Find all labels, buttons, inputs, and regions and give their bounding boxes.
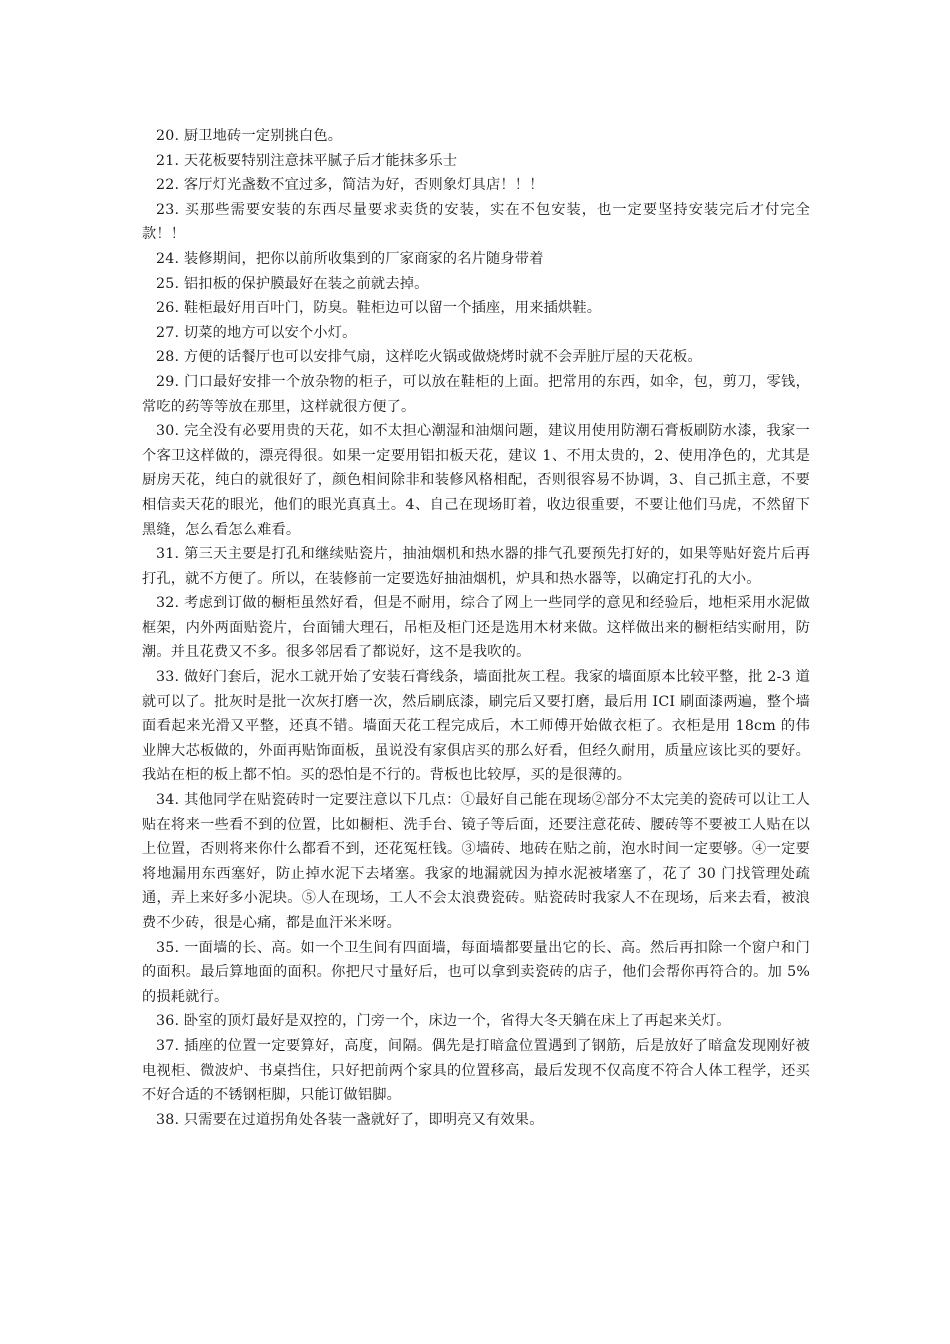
list-item (142, 665, 810, 788)
item-number: 29. (156, 373, 180, 390)
item-number: 33. (156, 669, 180, 686)
item-number: 24. (156, 250, 180, 267)
document-page (142, 124, 810, 1132)
item-text: 做好门套后，泥水工就开始了安装石膏线条，墙面批灰工程。我家的墙面原本比较平整，批 2-3 道就可以了。批灰时是批一次灰打磨一次，然后刷底漆，刷完后又要打磨，最后用 ICI 刷面漆两遍，整个墙面看起来光滑又平整，还真不错。墙面天花工程完成后，木工师傅开始做衣柜了。衣柜是用 18cm 的伟业牌大芯板做的，外面再贴饰面板，虽说没有家俱店买的那么好看，但经久耐用，质量应该比买的要好。我站在柜的板上都不怕。买的恐怕是不行的。背板也比较厚，买的是很薄的。 (142, 669, 810, 784)
item-text: 一面墙的长、高。如一个卫生间有四面墙，每面墙都要量出它的长、高。然后再扣除一个窗户和门的面积。最后算地面的面积。你把尺寸量好后，也可以拿到卖瓷砖的店子，他们会帮你再符合的。加 5%的损耗就行。 (142, 939, 810, 1005)
item-number: 23. (156, 201, 180, 218)
item-text: 卧室的顶灯最好是双控的，门旁一个，床边一个，省得大冬天躺在床上了再起来关灯。 (183, 1013, 731, 1030)
list-item (142, 173, 810, 198)
list-item (142, 198, 810, 247)
item-number: 34. (156, 792, 180, 809)
item-text: 第三天主要是打孔和继续贴瓷片，抽油烟机和热水器的排气孔要预先打好的，如果等贴好瓷片后再打孔，就不方便了。所以，在装修前一定要选好抽油烟机，炉具和热水器等，以确定打孔的大小。 (142, 546, 810, 587)
list-item (142, 419, 810, 542)
list-item (142, 936, 810, 1010)
item-number: 38. (156, 1111, 180, 1128)
item-number: 35. (156, 939, 180, 956)
list-item (142, 247, 810, 272)
item-text: 门口最好安排一个放杂物的柜子，可以放在鞋柜的上面。把常用的东西，如伞，包，剪刀，零钱，常吃的药等等放在那里，这样就很方便了。 (142, 373, 810, 415)
item-number: 28. (156, 349, 180, 366)
item-number: 27. (156, 324, 180, 341)
item-number: 20. (156, 128, 180, 144)
item-text: 客厅灯光盏数不宜过多，简洁为好，否则象灯具店！！！ (183, 177, 544, 194)
item-number: 32. (156, 595, 180, 612)
list-item (142, 272, 810, 297)
list-item (142, 1009, 810, 1034)
item-number: 30. (156, 423, 180, 440)
list-item (142, 124, 810, 149)
item-text: 完全没有必要用贵的天花，如不太担心潮湿和油烟问题，建议用使用防潮石膏板刷防水漆，我家一个客卫这样做的，漂亮得很。如果一定要用铝扣板天花，建议 1、不用太贵的，2、使用净色的，尤其是厨房天花，纯白的就很好了，颜色相间除非和装修风格相配，否则很容易不协调，3、自己抓主意，不要相信卖天花的眼光，他们的眼光真真土。4、自己在现场盯着，收边很重要，不要让他们马虎，不然留下黑缝，怎么看怎么难看。 (142, 423, 810, 538)
item-text: 装修期间，把你以前所收集到的厂家商家的名片随身带着 (183, 250, 544, 267)
list-item (142, 1034, 810, 1108)
item-number: 37. (156, 1037, 180, 1054)
item-number: 26. (156, 300, 180, 317)
item-number: 22. (156, 177, 180, 194)
item-text: 考虑到订做的橱柜虽然好看，但是不耐用，综合了网上一些同学的意见和经验后，地柜采用水泥做框架，内外两面贴瓷片，台面铺大理石，吊柜及柜门还是选用木材来做。这样做出来的橱柜结实耐用，防潮。并且花费又不多。很多邻居看了都说好，这不是我吹的。 (142, 595, 810, 661)
item-text: 只需要在过道拐角处各装一盏就好了，即明亮又有效果。 (183, 1111, 544, 1128)
list-item (142, 321, 810, 346)
item-text: 买那些需要安装的东西尽量要求卖货的安装，实在不包安装，也一定要坚持安装完后才付完全款！！ (142, 201, 810, 243)
list-item (142, 591, 810, 665)
item-number: 36. (156, 1013, 180, 1030)
list-item (142, 542, 810, 591)
item-number: 31. (156, 546, 180, 563)
item-number: 25. (156, 275, 180, 292)
item-text: 厨卫地砖一定别挑白色。 (183, 128, 343, 144)
item-text: 铝扣板的保护膜最好在装之前就去掉。 (183, 275, 429, 292)
list-item (142, 788, 810, 936)
item-text: 方便的话餐厅也可以安排气扇，这样吃火锅或做烧烤时就不会弄脏厅屋的天花板。 (183, 349, 702, 366)
list-item (142, 1108, 810, 1133)
list-item (142, 345, 810, 370)
list-item (142, 296, 810, 321)
item-text: 其他同学在贴瓷砖时一定要注意以下几点：①最好自己能在现场②部分不太完美的瓷砖可以让工人贴在将来一些看不到的位置，比如橱柜、洗手台、镜子等后面，还要注意花砖、腰砖等不要被工人贴在以上位置，否则将来你什么都看不到，还花冤枉钱。③墙砖、地砖在贴之前，泡水时间一定要够。④一定要将地漏用东西塞好，防止掉水泥下去堵塞。我家的地漏就因为掉水泥被堵塞了，花了 30 门找管理处疏通，弄上来好多小泥块。⑤人在现场，工人不会太浪费瓷砖。贴瓷砖时我家人不在现场，后来去看，被浪费不少砖，很是心痛，都是血汗米米呀。 (142, 792, 810, 931)
item-text: 切菜的地方可以安个小灯。 (183, 324, 357, 341)
list-item (142, 370, 810, 419)
list-item (142, 149, 810, 174)
item-text: 插座的位置一定要算好，高度，间隔。偶先是打暗盒位置遇到了钢筋，后是放好了暗盒发现刚好被电视柜、微波炉、书桌挡住，只好把前两个家具的位置移高，最后发现不仅高度不符合人体工程学，还买不好合适的不锈钢柜脚，只能订做铝脚。 (142, 1037, 810, 1104)
item-text: 天花板要特别注意抹平腻子后才能抹多乐士 (183, 152, 458, 169)
item-number: 21. (156, 152, 180, 169)
item-text: 鞋柜最好用百叶门，防臭。鞋柜边可以留一个插座，用来插烘鞋。 (183, 300, 602, 317)
